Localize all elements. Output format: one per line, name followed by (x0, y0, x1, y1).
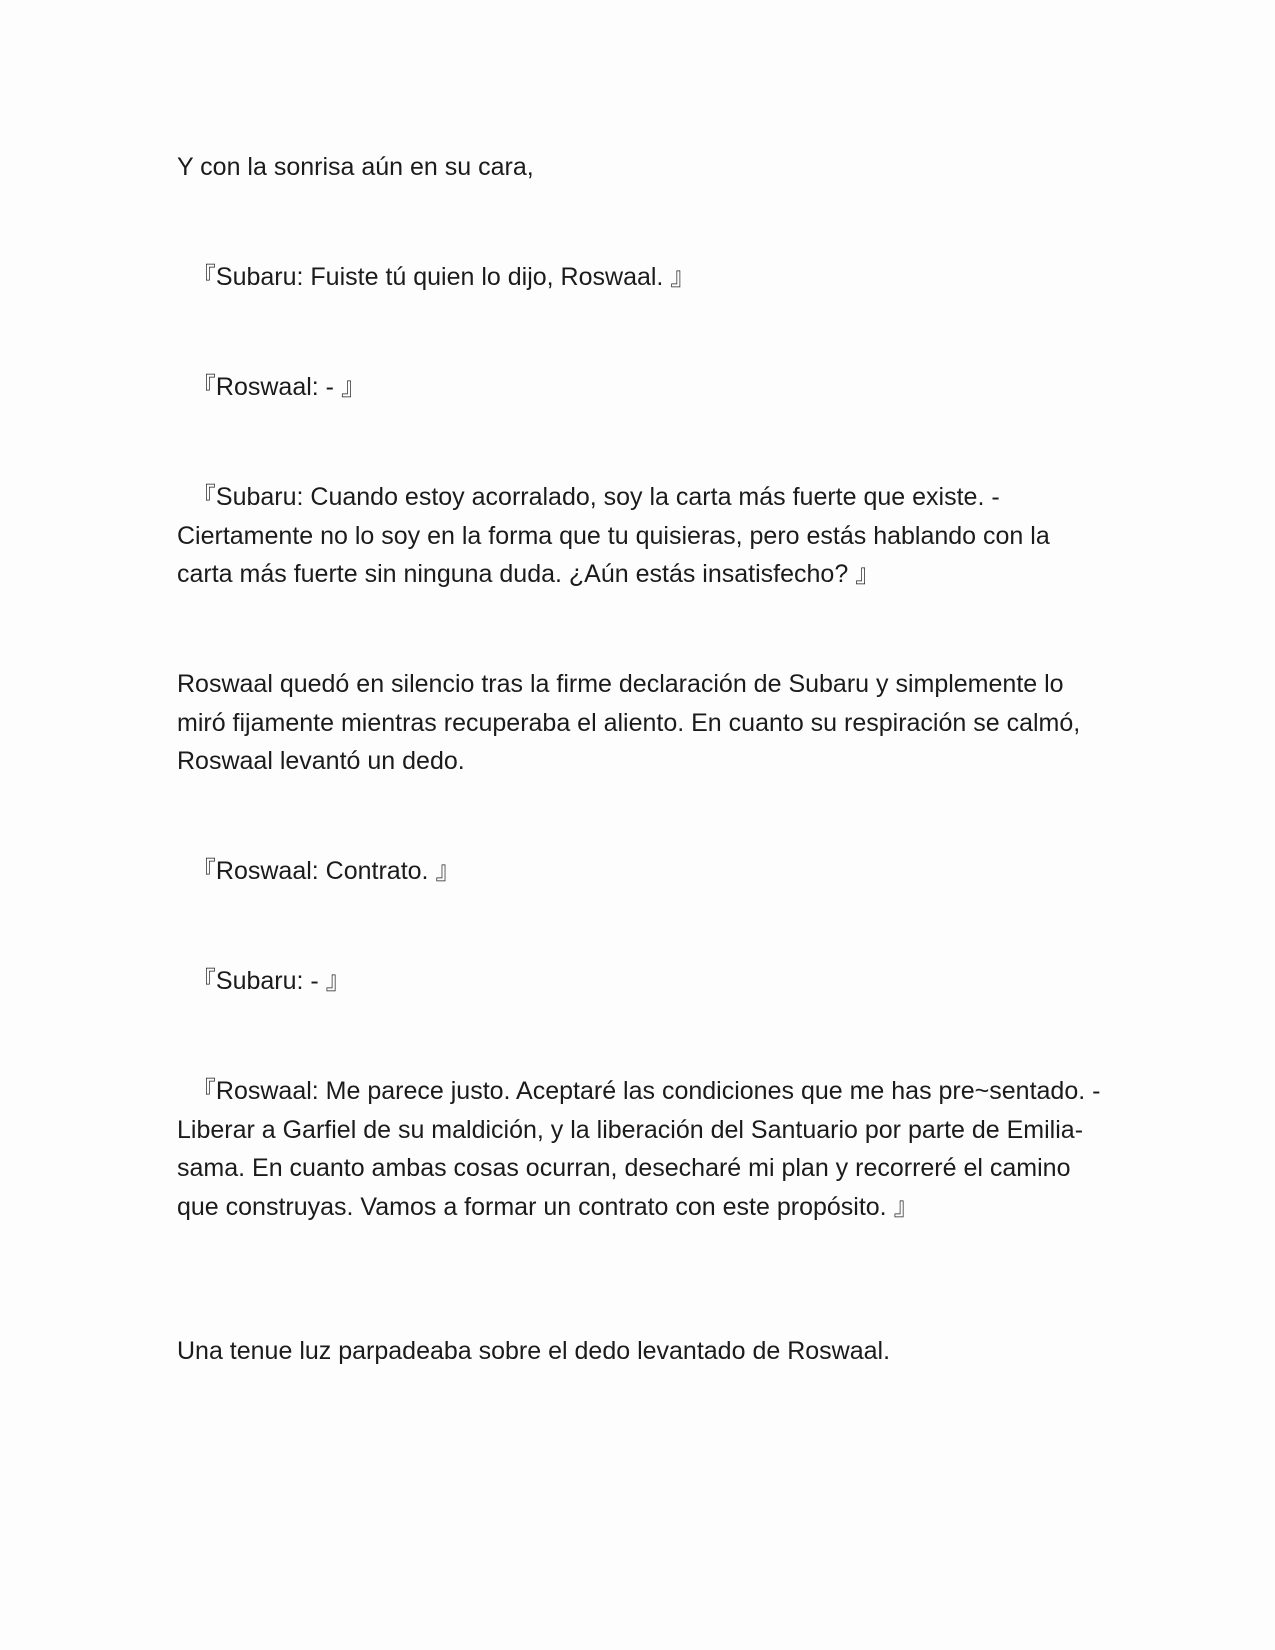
narration-paragraph: Una tenue luz parpadeaba sobre el dedo levantado de Roswaal. (177, 1337, 891, 1365)
dialogue-line: 『Subaru: - 』 (177, 967, 351, 995)
narration-paragraph: Roswaal quedó en silencio tras la firme declaración de Subaru y simplemente lo miró fijamente mientras recuperaba el aliento. En cuanto su respiración se calmó, Roswaal levantó un dedo. (177, 670, 1088, 775)
dialogue-line: 『Roswaal: Contrato. 』 (177, 857, 461, 885)
narration-paragraph: Y con la sonrisa aún en su cara, (177, 153, 534, 181)
dialogue-line: 『Subaru: Cuando estoy acorralado, soy la carta más fuerte que existe. - Ciertamente no lo soy en la forma que tu quisieras, pero estás hablando con la carta más fuerte sin ninguna duda. ¿Aún estás insatisfecho? 』 (177, 483, 1057, 588)
dialogue-line: 『Roswaal: Me parece justo. Aceptaré las condiciones que me has pre~sentado. - Liberar a Garfiel de su maldición, y la liberación del Santuario por parte de Emilia-sama. En cuanto ambas cosas ocurran, desecharé mi plan y recorreré el camino que construyas. Vamos a formar un contrato con este propósito. 』 (177, 1077, 1108, 1221)
dialogue-line: 『Subaru: Fuiste tú quien lo dijo, Roswaal. 』 (177, 263, 696, 291)
dialogue-line: 『Roswaal: - 』 (177, 373, 366, 401)
